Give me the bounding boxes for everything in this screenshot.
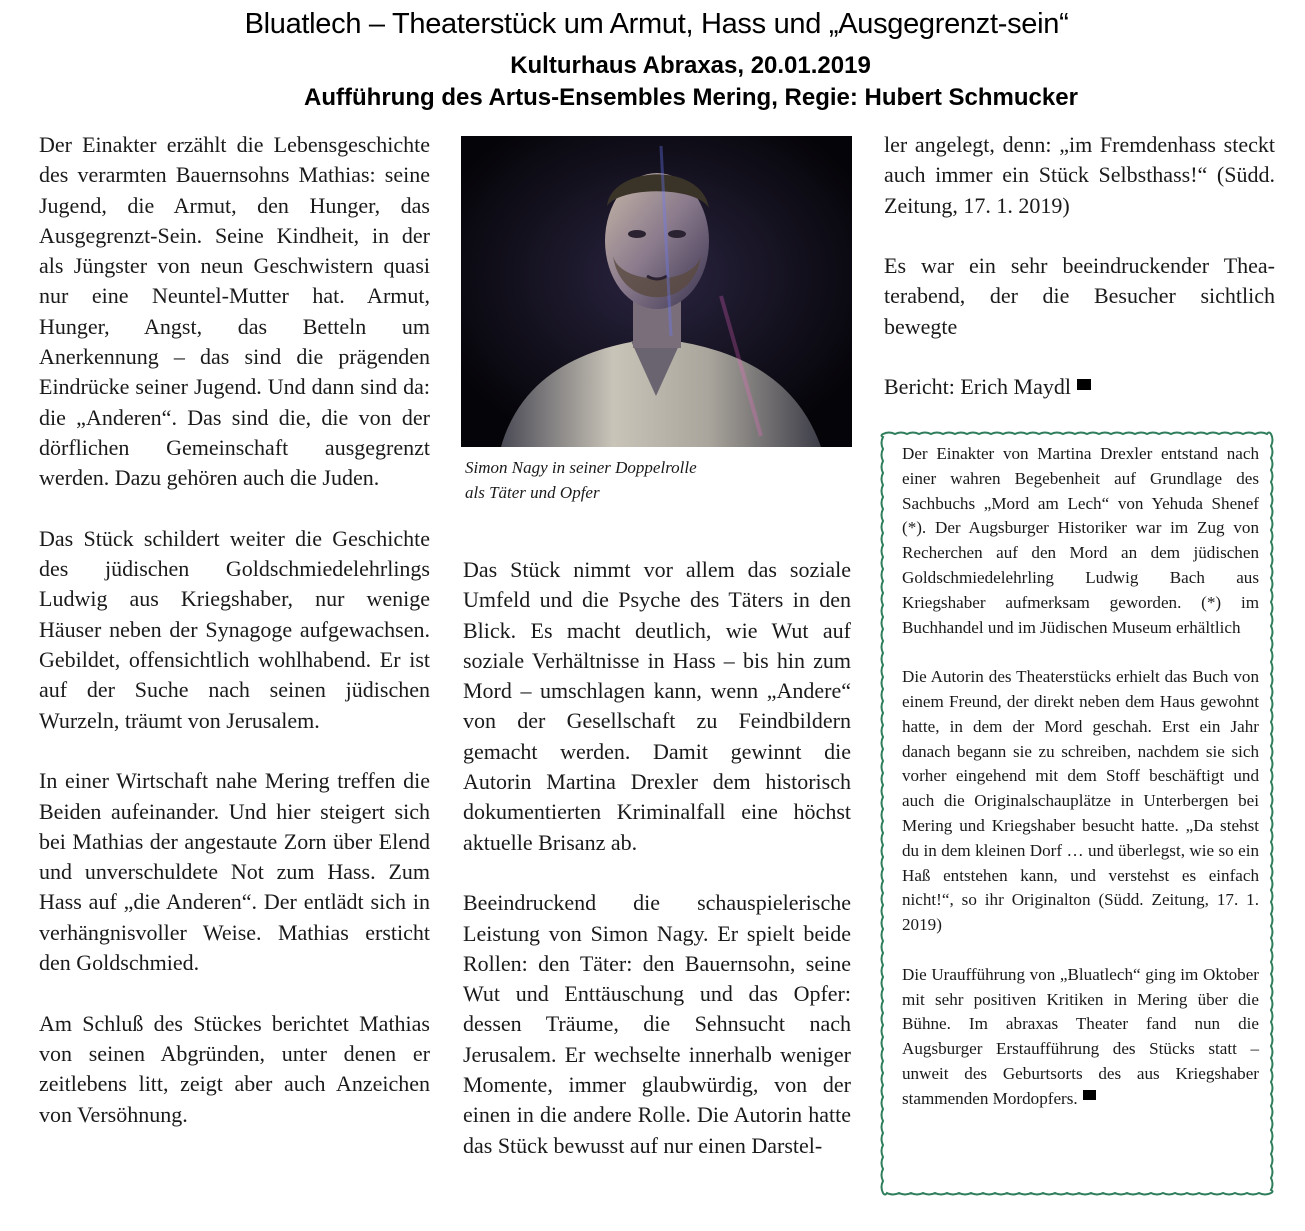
actor-portrait-illustration bbox=[461, 136, 852, 447]
article-venue-date: Kulturhaus Abraxas, 20.01.2019 bbox=[510, 52, 871, 79]
info-paragraph: Der Einakter von Martina Drexler entstand nach einer wahren Begebenheit auf Grundlage des Sachbuchs „Mord am Lech“ von Yehuda Shenef (*). Der Augsburger Historiker war im Zug von Recherchen auf den Mord an dem jüdischen Goldschmiedelehrling Ludwig Bach aus Kriegshaber aufmerksam geworden. (*) im Buchhandel und im Jüdischen Museum erhältlich bbox=[902, 444, 1259, 637]
info-paragraph-final bbox=[902, 963, 1259, 1112]
actor-photo bbox=[461, 136, 852, 447]
end-of-article-mark bbox=[1077, 379, 1091, 390]
info-box bbox=[902, 442, 1259, 1112]
text-column-1 bbox=[39, 130, 430, 1160]
paragraph: Der Einakter erzählt die Lebensgeschichte des verarmten Bauernsohns Mathias: seine Jugend, die Armut, den Hunger, das Ausgegrenzt-Sein. Seine Kindheit, in der als Jüngster von neun Geschwistern quasi nur eine Neuntel-Mutter hat. Armut, Hunger, Angst, das Betteln um Anerkennung – das sind die prägenden Eindrücke seiner Jugend. Und dann sind da: die „Anderen“. Das sind die, die von der dörflichen Gemeinschaft ausgegrenzt werden. Dazu gehören auch die Juden. bbox=[39, 132, 430, 491]
paragraph: Das Stück nimmt vor allem das soziale Umfeld und die Psyche des Täters in den Blick. Es macht deutlich, wie Wut auf soziale Verhältnisse in Hass – bis hin zum Mord – umschlagen kann, wenn „Andere“ von der Gesellschaft zu Feindbildern gemacht werden. Damit gewinnt die Autorin Martina Drexler dem historisch dokumentierten Kriminalfall eine höchst aktuelle Brisanz ab. bbox=[463, 557, 851, 855]
author-line bbox=[884, 372, 1275, 402]
text-column-2 bbox=[463, 555, 851, 1161]
paragraph: In einer Wirtschaft nahe Mering treffen die Beiden aufeinander. Und hier steigert sich bei Mathias der angestaute Zorn über Elend und unverschuldete Not zum Hass. Zum Hass auf „die Anderen“. Der entlädt sich in verhängnisvoller Weise. Mathias ersticht den Goldschmied. bbox=[39, 768, 430, 976]
info-paragraph: Die Autorin des Theaterstücks erhielt das Buch von einem Freund, der direkt neben dem Haus gewohnt hatte, in dem der Mord geschah. Erst ein Jahr danach begann sie zu schreiben, nachdem sie sich vorher eingehend mit dem Stoff beschäftigt und auch die Originalschauplätze in Unterbergen bei Mering und Kriegshaber besucht hatte. „Da stehst du in dem kleinen Dorf … und überlegst, wie so ein Haß entstehen kann, und verstehst es einfach nicht!“, so ihr Originalton (Südd. Zeitung, 17. 1. 2019) bbox=[902, 667, 1259, 935]
caption-line: Simon Nagy in seiner Doppelrolle bbox=[465, 458, 697, 477]
paragraph: Am Schluß des Stückes berichtet Mathias von seinen Abgründen, unter denen er zeitlebens litt, zeigt aber auch Anzeichen von Versöhnung. bbox=[39, 1010, 430, 1127]
paragraph: ler angelegt, denn: „im Fremdenhass steckt auch immer ein Stück Selbsthass!“ (Südd. Zeitung, 17. 1. 2019) bbox=[884, 132, 1275, 218]
article-performance-credit: Aufführung des Artus-Ensembles Mering, Regie: Hubert Schmucker bbox=[304, 84, 1078, 111]
author-credit: Bericht: Erich Maydl bbox=[884, 374, 1071, 400]
photo-caption bbox=[465, 455, 845, 505]
info-paragraph: Die Uraufführung von „Bluatlech“ ging im Oktober mit sehr positiven Kritiken in Mering über die Bühne. Im abraxas Theater fand nun die Augsburger Erstaufführung des Stücks statt – unweit des Geburtsorts des aus Kriegshaber stammenden Mordopfers. bbox=[902, 964, 1259, 1108]
paragraph: Beeindruckend die schauspielerische Leistung von Simon Nagy. Er spielt beide Rollen: den Täter: den Bauernsohn, seine Wut und Enttäuschung und das Opfer: dessen Träume, die Sehnsucht nach Jerusalem. Er wechselte innerhalb weniger Momente, immer glaubwürdig, von der einen in die andere Rolle. Die Autorin hatte das Stück bewusst auf nur einen Darstel- bbox=[463, 890, 851, 1158]
text-column-3 bbox=[884, 130, 1275, 403]
paragraph: Das Stück schildert weiter die Geschichte des jüdischen Goldschmiedelehrlings Ludwig aus Kriegshaber, nur wenige Häuser neben der Synagoge aufgewachsen. Gebildet, offensichtlich wohlhabend. Er ist auf der Suche nach seinen jüdischen Wurzeln, träumt von Jerusalem. bbox=[39, 525, 430, 733]
caption-line: als Täter und Opfer bbox=[465, 483, 600, 502]
paragraph: Es war ein sehr beeindruckender Theaterabend, der die Besucher sichtlich bewegte bbox=[884, 253, 1275, 339]
end-of-box-mark bbox=[1083, 1090, 1096, 1100]
article-title: Bluatlech – Theaterstück um Armut, Hass und „Ausgegrenzt-sein“ bbox=[244, 8, 1069, 40]
